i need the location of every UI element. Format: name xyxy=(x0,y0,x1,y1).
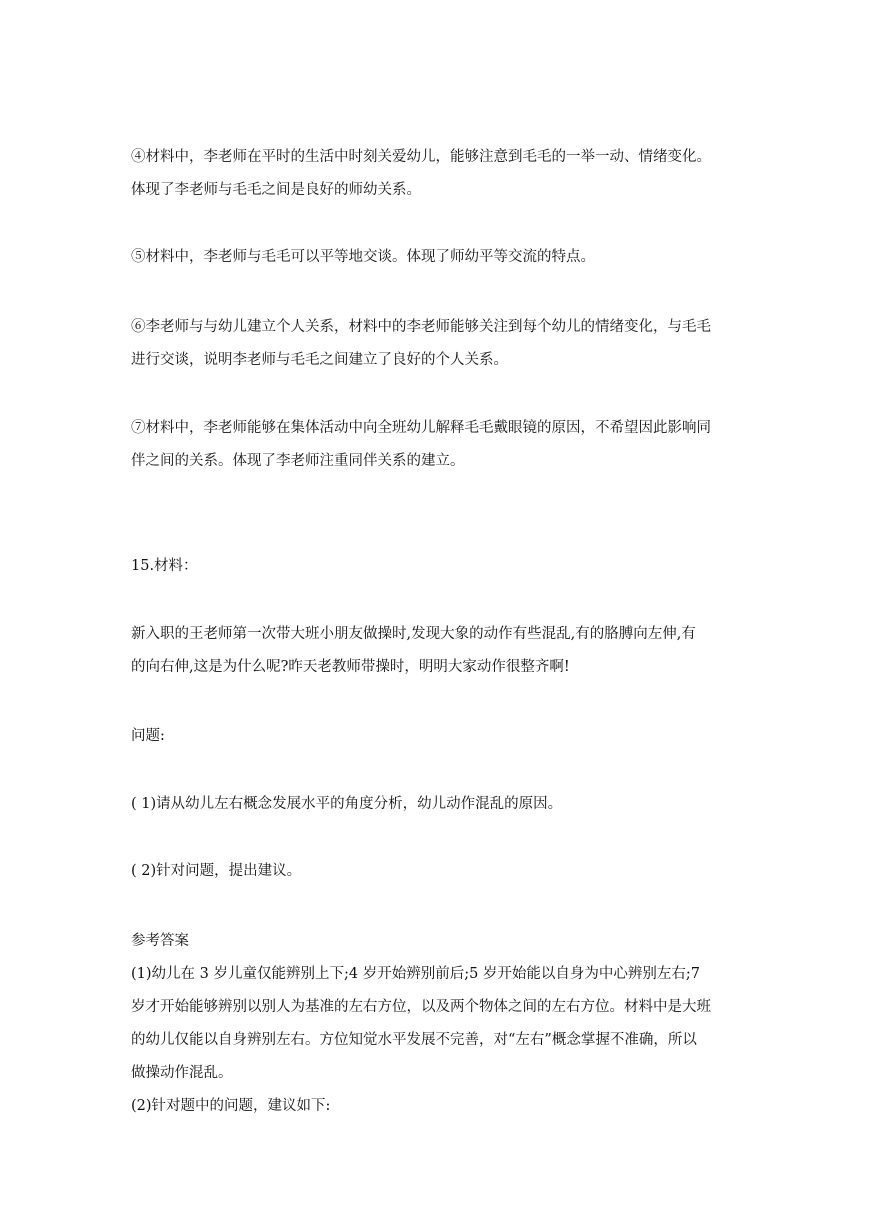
text-line: 做操动作混乱。 xyxy=(131,1065,233,1081)
question-2 xyxy=(131,855,751,888)
text-line: 进行交谈，说明李老师与毛毛之间建立了良好的个人关系。 xyxy=(131,352,508,368)
text-line: 体现了李老师与毛毛之间是良好的师幼关系。 xyxy=(131,182,421,198)
paragraph-item-7 xyxy=(131,412,751,478)
question-1 xyxy=(131,788,751,821)
text-line: 的向右伸,这是为什么呢?昨天老教师带操时，明明大家动作很整齐啊! xyxy=(131,659,570,675)
text-line: 岁才开始能够辨别以别人为基准的左右方位，以及两个物体之间的左右方位。材料中是大班 xyxy=(131,999,711,1015)
paragraph-item-4 xyxy=(131,141,751,207)
material-text xyxy=(131,618,751,684)
reference-answer xyxy=(131,925,751,1123)
text-line: ⑦材料中，李老师能够在集体活动中向全班幼儿解释毛毛戴眼镜的原因，不希望因此影响同 xyxy=(131,420,711,436)
question-heading xyxy=(131,720,751,753)
text-line: (1)幼儿在 3 岁儿童仅能辨别上下;4 岁开始辨别前后;5 岁开始能以自身为中心辨别左右;7 xyxy=(131,966,701,982)
text-line: 的幼儿仅能以自身辨别左右。方位知觉水平发展不完善，对“左右”概念掌握不准确，所以 xyxy=(131,1032,697,1048)
text-line: ⑤材料中，李老师与毛毛可以平等地交谈。体现了师幼平等交流的特点。 xyxy=(131,249,595,265)
paragraph-item-5 xyxy=(131,241,751,274)
question-number xyxy=(131,550,751,583)
text-line: ⑥李老师与与幼儿建立个人关系，材料中的李老师能够关注到每个幼儿的情绪变化，与毛毛 xyxy=(131,319,711,335)
text-line: (2)针对题中的问题，建议如下: xyxy=(131,1098,331,1114)
text-line: ④材料中，李老师在平时的生活中时刻关爱幼儿，能够注意到毛毛的一举一动、情绪变化。 xyxy=(131,149,711,165)
text-line: ( 1)请从幼儿左右概念发展水平的角度分析，幼儿动作混乱的原因。 xyxy=(131,796,563,812)
text-line: 新入职的王老师第一次带大班小朋友做操时,发现大象的动作有些混乱,有的胳膊向左伸,有 xyxy=(131,626,696,642)
text-line: 问题: xyxy=(131,728,165,744)
paragraph-item-6 xyxy=(131,311,751,377)
text-line: 伴之间的关系。体现了李老师注重同伴关系的建立。 xyxy=(131,453,465,469)
text-line: 15.材料： xyxy=(131,558,198,574)
text-line: ( 2)针对问题，提出建议。 xyxy=(131,863,302,879)
text-line: 参考答案 xyxy=(131,933,189,949)
